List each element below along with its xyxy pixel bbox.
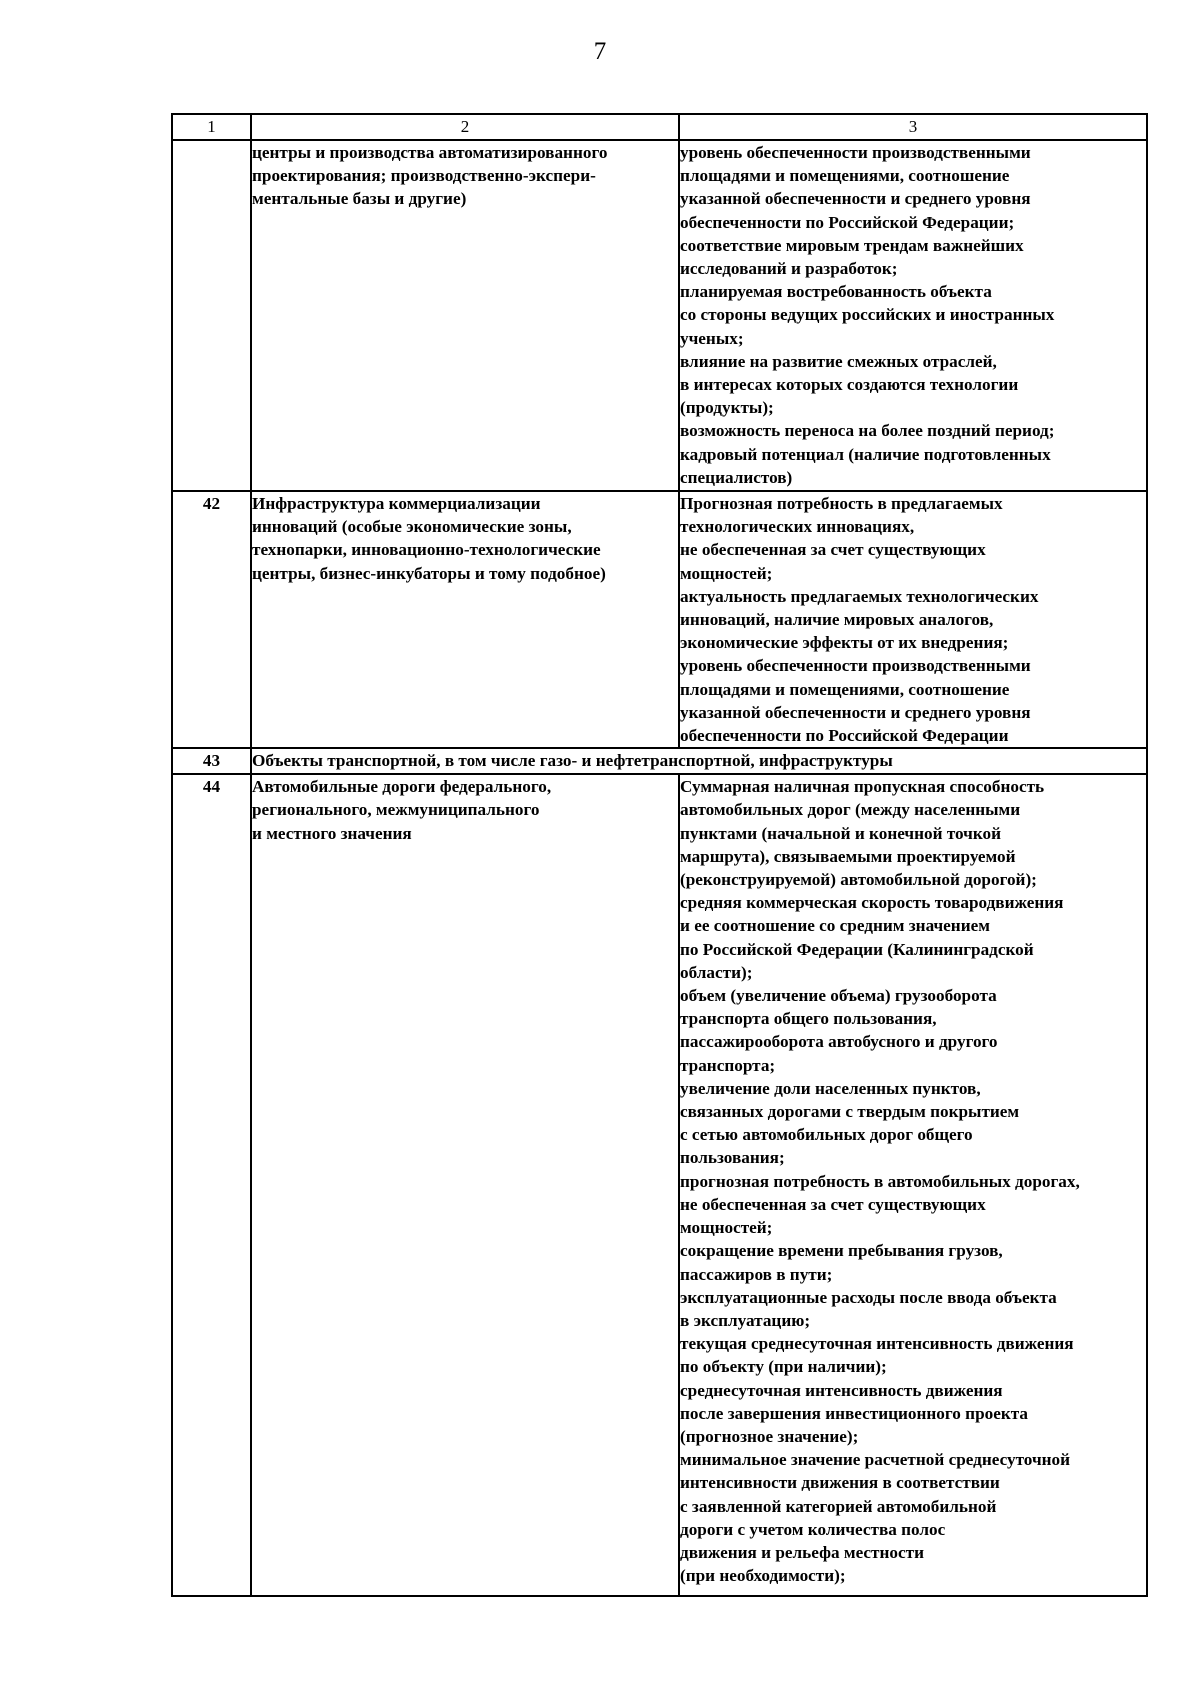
- text-line: области);: [680, 962, 753, 982]
- text-line: кадровый потенциал (наличие подготовленных: [680, 444, 1051, 464]
- text-line: мощностей;: [680, 1218, 773, 1238]
- text-line: ментальные базы и другие): [252, 189, 467, 209]
- text-line: среднесуточная интенсивность движения: [680, 1380, 1003, 1400]
- text-line: Автомобильные дороги федерального,: [252, 777, 552, 797]
- text-line: пользования;: [680, 1148, 785, 1168]
- text-line: технопарки, инновационно-технологические: [252, 540, 601, 560]
- text-line: уровень обеспеченности производственными: [680, 656, 1031, 676]
- text-line: планируемая востребованность объекта: [680, 282, 992, 302]
- text-line: указанной обеспеченности и среднего уровня: [680, 702, 1031, 722]
- text-line: обеспеченности по Российской Федерации;: [680, 212, 1015, 232]
- text-line: в эксплуатацию;: [680, 1310, 811, 1330]
- text-line: сокращение времени пребывания грузов,: [680, 1241, 1003, 1261]
- column-header-3: 3: [679, 114, 1147, 140]
- text-line: не обеспеченная за счет существующих: [680, 1194, 986, 1214]
- text-line: после завершения инвестиционного проекта: [680, 1403, 1029, 1423]
- column-header-2: 2: [251, 114, 679, 140]
- text-line: Прогнозная потребность в предлагаемых: [680, 494, 1003, 513]
- text-line: связанных дорогами с твердым покрытием: [680, 1102, 1020, 1122]
- object-name-cell: [251, 774, 679, 1596]
- text-line: увеличение доли населенных пунктов,: [680, 1078, 981, 1098]
- text-line: соответствие мировым трендам важнейших: [680, 235, 1024, 255]
- row-number: 43: [172, 748, 251, 774]
- text-line: мощностей;: [680, 563, 773, 583]
- row-number: 42: [172, 491, 251, 748]
- text-line: пунктами (начальной и конечной точкой: [680, 823, 1002, 843]
- page-number: 7: [593, 38, 607, 65]
- table-row: [172, 774, 1147, 1596]
- text-line: прогнозная потребность в автомобильных дорогах,: [680, 1171, 1080, 1191]
- text-line: средняя коммерческая скорость товародвижения: [680, 893, 1064, 913]
- text-line: пассажиров в пути;: [680, 1264, 833, 1284]
- text-line: в интересах которых создаются технологии: [680, 375, 1019, 395]
- text-line: площадями и помещениями, соотношение: [680, 679, 1010, 699]
- section-heading-cell: Объекты транспортной, в том числе газо- и нефтетранспортной, инфраструктуры: [251, 748, 1147, 774]
- column-header-1: 1: [172, 114, 251, 140]
- text-line: объем (увеличение объема) грузооборота: [680, 986, 997, 1006]
- criteria-cell: [679, 774, 1147, 1596]
- object-name-cell: [251, 491, 679, 748]
- text-line: Инфраструктура коммерциализации: [252, 494, 541, 513]
- text-line: инноваций, наличие мировых аналогов,: [680, 610, 994, 630]
- text-line: проектирования; производственно-экспери-: [252, 166, 596, 186]
- text-line: с сетью автомобильных дорог общего: [680, 1125, 973, 1145]
- text-line: автомобильных дорог (между населенными: [680, 800, 1021, 820]
- table-row: [172, 140, 1147, 491]
- text-line: интенсивности движения в соответствии: [680, 1473, 1000, 1493]
- text-line: уровень обеспеченности производственными: [680, 143, 1031, 162]
- text-line: влияние на развитие смежных отраслей,: [680, 351, 997, 371]
- text-line: центры, бизнес-инкубаторы и тому подобное): [252, 563, 606, 583]
- text-line: транспорта общего пользования,: [680, 1009, 937, 1029]
- text-line: транспорта;: [680, 1055, 776, 1075]
- text-line: по Российской Федерации (Калининградской: [680, 939, 1034, 959]
- table-row: [172, 748, 1147, 774]
- text-line: и местного значения: [252, 823, 412, 843]
- text-line: не обеспеченная за счет существующих: [680, 540, 986, 560]
- text-line: со стороны ведущих российских и иностранных: [680, 305, 1055, 325]
- text-line: исследований и разработок;: [680, 259, 898, 279]
- criteria-cell: [679, 491, 1147, 748]
- text-line: возможность переноса на более поздний период;: [680, 421, 1055, 441]
- text-line: эксплуатационные расходы после ввода объекта: [680, 1287, 1057, 1307]
- text-line: указанной обеспеченности и среднего уровня: [680, 189, 1031, 209]
- text-line: инноваций (особые экономические зоны,: [252, 517, 572, 537]
- text-line: обеспеченности по Российской Федерации: [680, 726, 1009, 746]
- text-line: регионального, межмуниципального: [252, 800, 540, 820]
- object-name-cell: [251, 140, 679, 491]
- text-line: минимальное значение расчетной среднесуточной: [680, 1450, 1071, 1470]
- criteria-cell: [679, 140, 1147, 491]
- text-line: специалистов): [680, 467, 793, 487]
- text-line: актуальность предлагаемых технологических: [680, 586, 1039, 606]
- criteria-table: [171, 113, 1148, 1597]
- text-line: Суммарная наличная пропускная способность: [680, 777, 1045, 797]
- text-line: (при необходимости);: [680, 1566, 846, 1586]
- text-line: маршрута), связываемыми проектируемой: [680, 846, 1016, 866]
- text-line: пассажирооборота автобусного и другого: [680, 1032, 998, 1052]
- text-line: текущая среднесуточная интенсивность движения: [680, 1334, 1074, 1354]
- text-line: (реконструируемой) автомобильной дорогой);: [680, 870, 1037, 890]
- text-line: дороги с учетом количества полос: [680, 1519, 946, 1539]
- text-line: и ее соотношение со средним значением: [680, 916, 990, 936]
- text-line: движения и рельефа местности: [680, 1542, 924, 1562]
- row-number: [172, 140, 251, 491]
- row-number: 44: [172, 774, 251, 1596]
- table-row: [172, 491, 1147, 748]
- text-line: площадями и помещениями, соотношение: [680, 166, 1010, 186]
- text-line: экономические эффекты от их внедрения;: [680, 633, 1009, 653]
- text-line: (продукты);: [680, 398, 774, 418]
- text-line: с заявленной категорией автомобильной: [680, 1496, 997, 1516]
- text-line: центры и производства автоматизированного: [252, 143, 608, 162]
- text-line: технологических инновациях,: [680, 517, 915, 537]
- text-line: (прогнозное значение);: [680, 1426, 859, 1446]
- table-header-row: [172, 114, 1147, 140]
- text-line: по объекту (при наличии);: [680, 1357, 887, 1377]
- text-line: ученых;: [680, 328, 744, 348]
